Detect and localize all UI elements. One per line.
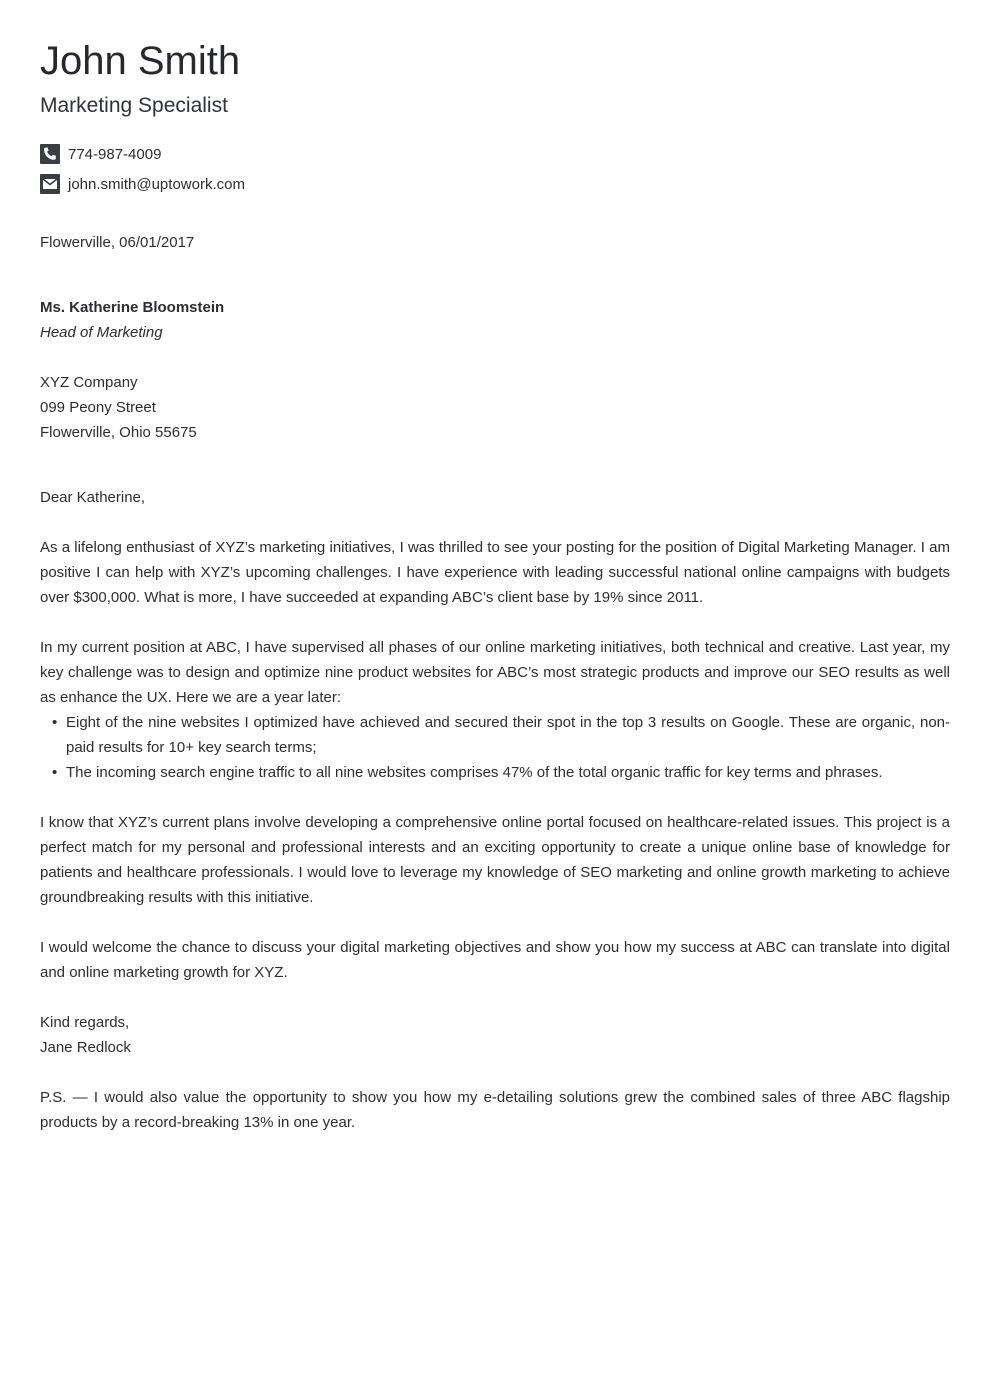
envelope-icon bbox=[40, 174, 60, 194]
paragraph-intro: As a lifelong enthusiast of XYZ’s marketing initiatives, I was thrilled to see your posting for the position of Digital Marketing Manager. I am positive I can help with XYZ’s upcoming challenges. I have experience with leading successful national online campaigns with budgets over $300,000. What is more, I have succeeded at expanding ABC’s client base by 19% since 2011. bbox=[40, 539, 950, 606]
contact-info bbox=[40, 139, 950, 199]
achievement-list bbox=[40, 710, 950, 785]
recipient-name: Ms. Katherine Bloomstein bbox=[40, 299, 225, 316]
signature-name: Jane Redlock bbox=[40, 1039, 131, 1056]
paragraph-call-to-action: I would welcome the chance to discuss your digital marketing objectives and show you how my success at ABC can translate into digital and online marketing growth for XYZ. bbox=[40, 939, 950, 981]
applicant-name: John Smith bbox=[40, 39, 241, 83]
recipient-block bbox=[40, 295, 950, 345]
recipient-role: Head of Marketing bbox=[40, 324, 163, 341]
phone-icon bbox=[40, 144, 60, 164]
company-city: Flowerville, Ohio 55675 bbox=[40, 424, 197, 441]
salutation: Dear Katherine, bbox=[40, 489, 146, 506]
email-address: john.smith@uptowork.com bbox=[68, 175, 245, 193]
place-and-date: Flowerville, 06/01/2017 bbox=[40, 234, 195, 251]
company-name: XYZ Company bbox=[40, 374, 138, 391]
company-address bbox=[40, 370, 950, 445]
applicant-title: Marketing Specialist bbox=[40, 94, 228, 117]
paragraph-experience: In my current position at ABC, I have supervised all phases of our online marketing initiatives, both technical and creative. Last year, my key challenge was to design and optimize nine product websites for ABC’s most strategic products and improve our SEO results as well as enhance the UX. Here we are a year later: bbox=[40, 639, 950, 706]
closing-block bbox=[40, 1010, 950, 1060]
achievement-item: • The incoming search engine traffic to all nine websites comprises 47% of the total organic traffic for key terms and phrases. bbox=[66, 760, 950, 785]
phone-number: 774-987-4009 bbox=[68, 145, 162, 163]
achievement-item: • Eight of the nine websites I optimized have achieved and secured their spot in the top 3 results on Google. These are organic, non-paid results for 10+ key search terms; bbox=[66, 710, 950, 760]
contact-phone-row bbox=[40, 139, 950, 169]
letter-body bbox=[40, 535, 950, 985]
paragraph-motivation: I know that XYZ’s current plans involve developing a comprehensive online portal focused on healthcare-related issues. This project is a perfect match for my personal and professional interests and an exciting opportunity to create a unique online base of knowledge for patients and healthcare professionals. I would love to leverage my knowledge of SEO marketing and online growth marketing to achieve groundbreaking results with this initiative. bbox=[40, 814, 950, 906]
postscript: P.S. — I would also value the opportunity to show you how my e-detailing solutions grew the combined sales of three ABC flagship products by a record-breaking 13% in one year. bbox=[40, 1089, 950, 1131]
company-street: 099 Peony Street bbox=[40, 399, 156, 416]
closing-phrase: Kind regards, bbox=[40, 1014, 130, 1031]
contact-email-row bbox=[40, 169, 950, 199]
